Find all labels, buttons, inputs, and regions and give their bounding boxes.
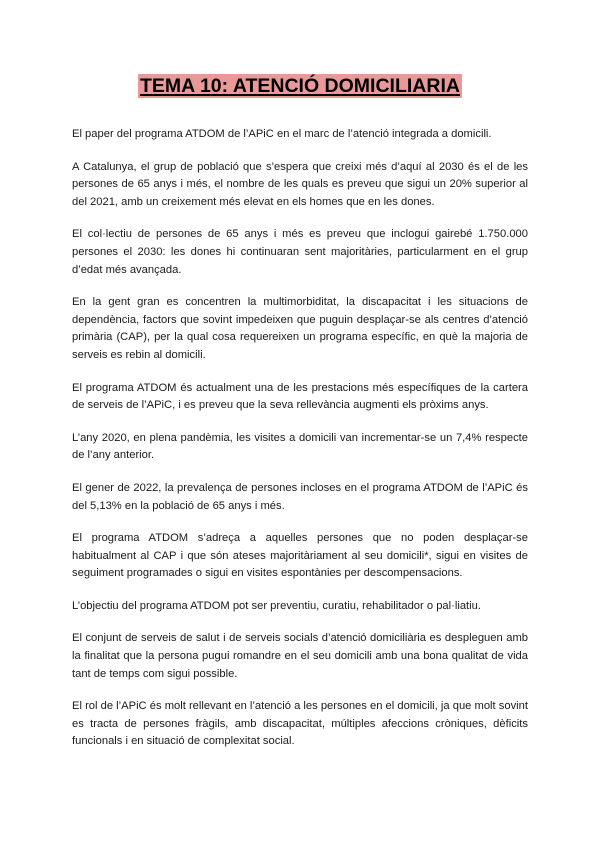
paragraph-intro: El paper del programa ATDOM de l’APiC en el marc de l’atenció integrada a domicili. xyxy=(72,128,492,140)
paragraph-collective-2030: El col·lectiu de persones de 65 anys i més es preveu que inclogui gairebé 1.750.000 persones el 2030: les dones hi continuaran sent majoritàries, particularment en el grup d’edat més avançada. xyxy=(72,228,528,276)
paragraph-atdom-services: El programa ATDOM és actualment una de les prestacions més específiques de la cartera de serveis de l’APiC, i es preveu que la seva rellevància augmenti els pròxims anys. xyxy=(72,381,528,412)
paragraph-catalunya-growth: A Catalunya, el grup de població que s’espera que creixi més d’aquí al 2030 és el de les persones de 65 anys i més, el nombre de les quals es preveu que sigui un 20% superior al del 2021, amb un creixement més elevat en els homes que en les dones. xyxy=(72,160,528,208)
title-container xyxy=(0,74,600,98)
paragraph-multimorbidity: En la gent gran es concentren la multimorbiditat, la discapacitat i les situacions de dependència, factors que sovint impedeixen que puguin desplaçar-se als centres d’atenció primària (CAP), per la qual cosa requereixen un programa específic, en què la majoria de serveis es rebin al domicili. xyxy=(72,296,528,361)
page-title: TEMA 10: ATENCIÓ DOMICILIARIA xyxy=(140,75,460,97)
paragraph-apic-role: El rol de l’APiC és molt rellevant en l’atenció a les persones en el domicili, ja que molt sovint es tracta de persones fràgils, amb discapacitat, múltiples afeccions cròniques, dèficits funcionals i en situació de complexitat social. xyxy=(72,700,528,748)
paragraph-objective: L’objectiu del programa ATDOM pot ser preventiu, curatiu, rehabilitador o pal·liatiu. xyxy=(72,599,481,612)
paragraph-2022-prevalence: El gener de 2022, la prevalença de persones incloses en el programa ATDOM de l’APiC és del 5,13% en la població de 65 anys i més. xyxy=(72,481,528,512)
paragraph-target-population: El programa ATDOM s’adreça a aquelles persones que no poden desplaçar-se habitualment al CAP i que són ateses majoritàriament al seu domicili*, sigui en visites de seguiment programades o sigui en visites espontànies per descompensacions. xyxy=(72,532,528,580)
document-body xyxy=(72,126,528,766)
paragraph-2020-visits: L’any 2020, en plena pandèmia, les visites a domicili van incrementar-se un 7,4% respecte de l’any anterior. xyxy=(72,431,528,462)
paragraph-services-purpose: El conjunt de serveis de salut i de serveis socials d’atenció domiciliària es despleguen amb la finalitat que la persona pugui romandre en el seu domicili amb una bona qualitat de vida tant de temps com sigui possible. xyxy=(72,632,528,680)
